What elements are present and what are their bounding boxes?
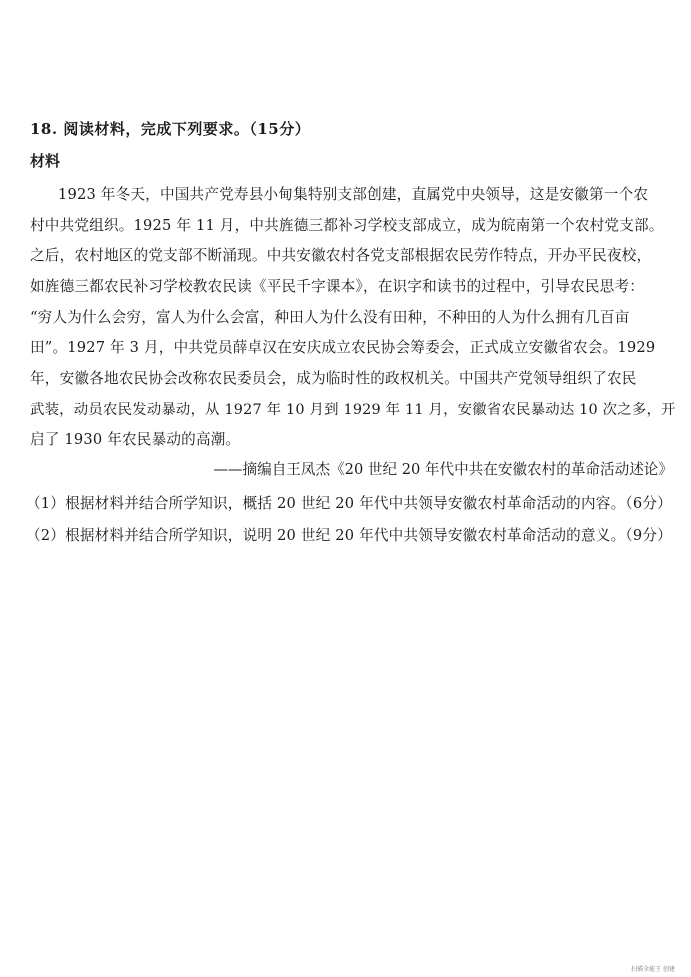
sub-question-1: （1）根据材料并结合所学知识，概括 20 世纪 20 年代中共领导安徽农村革命活动的内容。（6分）	[26, 495, 672, 512]
paragraph-line: 如旌德三都农民补习学校教农民读《平民千字课本》，在识字和读书的过程中，引导农民思考：	[30, 278, 645, 295]
source-citation: ——摘编自王凤杰《20 世纪 20 年代中共在安徽农村的革命活动述论》	[213, 461, 673, 478]
paragraph-line: 村中共党组织。1925 年 11 月，中共旌德三都补习学校支部成立，成为皖南第一个农村党支部。	[30, 217, 664, 234]
sub-question-2: （2）根据材料并结合所学知识，说明 20 世纪 20 年代中共领导安徽农村革命活动的意义。（9分）	[26, 527, 672, 544]
paragraph-line: 田”。1927 年 3 月，中共党员薛卓汉在安庆成立农民协会筹委会，正式成立安徽省农会。1929	[30, 339, 656, 356]
paragraph-line: 1923 年冬天，中国共产党寿县小甸集特别支部创建，直属党中央领导，这是安徽第一个农	[58, 186, 649, 203]
scanner-watermark: 扫描全能王 创建	[631, 966, 675, 973]
paragraph-line: 启了 1930 年农民暴动的高潮。	[30, 431, 241, 448]
paragraph-line: 年，安徽各地农民协会改称农民委员会，成为临时性的政权机关。中国共产党领导组织了农民	[30, 370, 637, 387]
paragraph-line: “穷人为什么会穷，富人为什么会富，种田人为什么没有田种，不种田的人为什么拥有几百亩	[30, 309, 630, 326]
material-label: 材料	[30, 152, 61, 170]
paragraph-line: 武装，动员农民发动暴动，从 1927 年 10 月到 1929 年 11 月，安徽省农民暴动达 10 次之多，开	[30, 402, 676, 418]
paragraph-line: 之后，农村地区的党支部不断涌现。中共安徽农村各党支部根据农民劳作特点，开办平民夜校，	[30, 247, 652, 264]
question-title: 18. 阅读材料，完成下列要求。（15分）	[30, 120, 311, 138]
